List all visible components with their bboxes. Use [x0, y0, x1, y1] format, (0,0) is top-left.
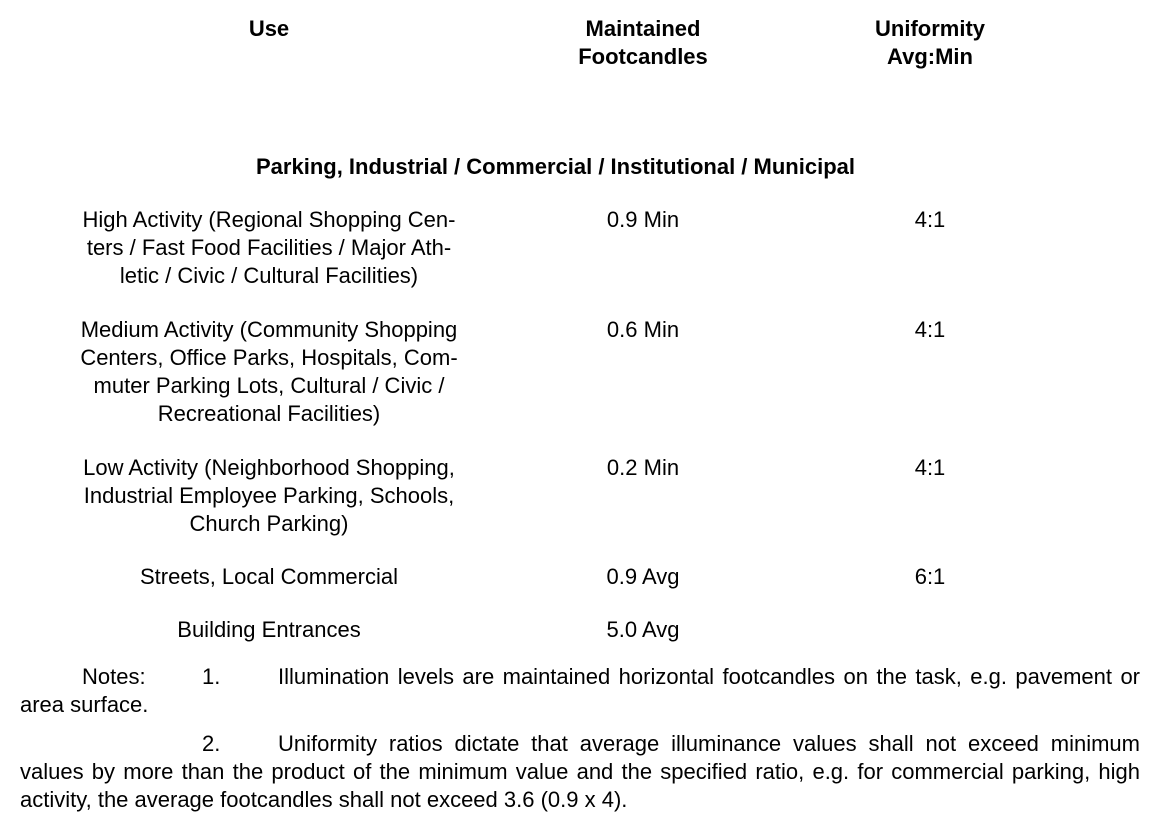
column-header-footcandles-line1: Maintained — [585, 16, 701, 41]
use-line: letic / Civic / Cultural Facilities) — [119, 263, 419, 288]
use-line: Recreational Facilities) — [157, 401, 381, 426]
note-1 — [20, 663, 1140, 719]
table-row-use — [50, 316, 488, 428]
table-row-footcandles: 0.6 Min — [606, 317, 680, 342]
notes-label: Notes: — [82, 664, 146, 689]
use-line: High Activity (Regional Shopping Cen- — [82, 207, 456, 232]
table-row-uniformity: 6:1 — [914, 564, 946, 589]
note-text: Uniformity ratios dictate that average illuminance values shall not exceed minimum values by more than the product of the minimum value and the specified ratio, e.g. for commercial parking, high activity, the average footcandles shall not exceed 3.6 (0.9 x 4). — [20, 731, 1140, 812]
use-line: ters / Fast Food Facilities / Major Ath- — [86, 235, 452, 260]
table-row-uniformity: 4:1 — [914, 455, 946, 480]
column-header-uniformity-line1: Uniformity — [875, 16, 985, 41]
section-title: Parking, Industrial / Commercial / Institutional / Municipal — [256, 154, 855, 179]
column-header-uniformity — [830, 15, 1030, 71]
use-line: muter Parking Lots, Cultural / Civic / — [93, 373, 445, 398]
table-row-use — [50, 206, 488, 290]
use-line: Medium Activity (Community Shopping — [80, 317, 458, 342]
note-2 — [20, 730, 1140, 814]
table-row-use — [50, 563, 488, 591]
use-line: Streets, Local Commercial — [140, 564, 398, 589]
column-header-footcandles-line2: Footcandles — [578, 44, 708, 69]
column-header-use-label: Use — [248, 16, 290, 41]
table-row-footcandles: 0.9 Avg — [606, 564, 680, 589]
table-row-footcandles: 5.0 Avg — [606, 617, 680, 642]
use-line: Centers, Office Parks, Hospitals, Com- — [80, 345, 458, 370]
note-number: 2. — [202, 731, 221, 756]
use-line: Building Entrances — [177, 617, 361, 642]
table-row-use — [50, 454, 488, 538]
table-row-footcandles: 0.2 Min — [606, 455, 680, 480]
column-header-footcandles — [548, 15, 738, 71]
note-number: 1. — [202, 664, 221, 689]
table-row-uniformity: 4:1 — [914, 207, 946, 232]
table-row-uniformity: 4:1 — [914, 317, 946, 342]
use-line: Industrial Employee Parking, Schools, — [83, 483, 455, 508]
column-header-use — [50, 15, 488, 43]
use-line: Low Activity (Neighborhood Shopping, — [83, 455, 455, 480]
use-line: Church Parking) — [189, 511, 349, 536]
table-row-footcandles: 0.9 Min — [606, 207, 680, 232]
table-row-use — [50, 616, 488, 644]
column-header-uniformity-line2: Avg:Min — [887, 44, 973, 69]
note-text: Illumination levels are maintained horizontal footcandles on the task, e.g. pavement or area surface. — [20, 664, 1140, 717]
